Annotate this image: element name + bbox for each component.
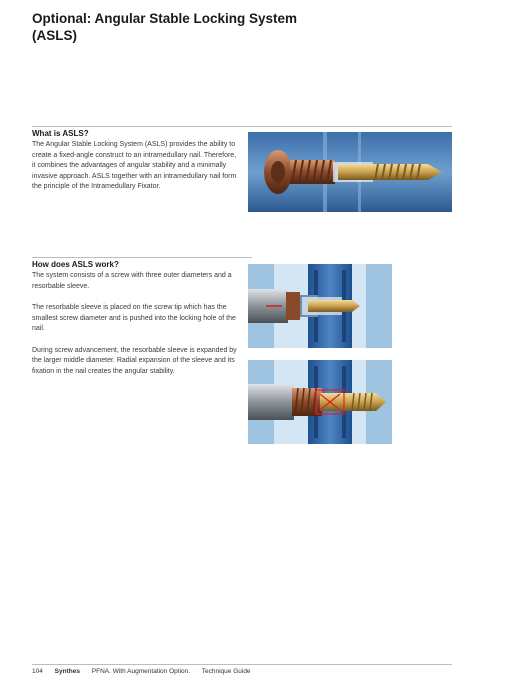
footer-document-title: PFNA. With Augmentation Option. [91,668,191,675]
section-heading-what-is-asls: What is ASLS? [32,129,89,138]
paragraph: The resorbable sleeve is placed on the screw tip which has the smallest screw diameter and is pushed into the locking hole of the nail. [32,304,236,332]
paragraph: The system consists of a screw with three outer diameters and a resorbable sleeve. [32,272,232,290]
asls-screw-figure [248,132,452,212]
section-divider [32,257,252,258]
section-divider [32,126,452,127]
footer-guide-label: Technique Guide [201,668,251,675]
section-text-how-does-asls-work [32,271,237,388]
screw-advancement-illustration [248,360,392,444]
footer-divider [32,664,452,665]
paragraph: The Angular Stable Locking System (ASLS) provides the ability to create a fixed-angle construct to an intramedullary nail. Therefore, it combines the advantages of angular stability and a minimally invasive approach. ASLS together with an intramedullary nail form the principle of the Intramedullary Fixator. [32,141,237,190]
sleeve-placement-illustration [248,264,392,348]
page-number: 104 [32,668,43,675]
screw-illustration [248,132,452,212]
sleeve-placement-figure [248,264,392,348]
paragraph: During screw advancement, the resorbable sleeve is expanded by the larger middle diameter. Radial expansion of the sleeve and its fixation in the nail creates the angular stability. [32,346,237,375]
section-heading-how-does-asls-work: How does ASLS work? [32,260,119,269]
section-text-what-is-asls [32,140,237,204]
page-footer [32,668,261,675]
footer-brand: Synthes [54,668,80,675]
screw-advancement-figure [248,360,392,444]
page-title: Optional: Angular Stable Locking System (ASLS) [32,11,298,43]
